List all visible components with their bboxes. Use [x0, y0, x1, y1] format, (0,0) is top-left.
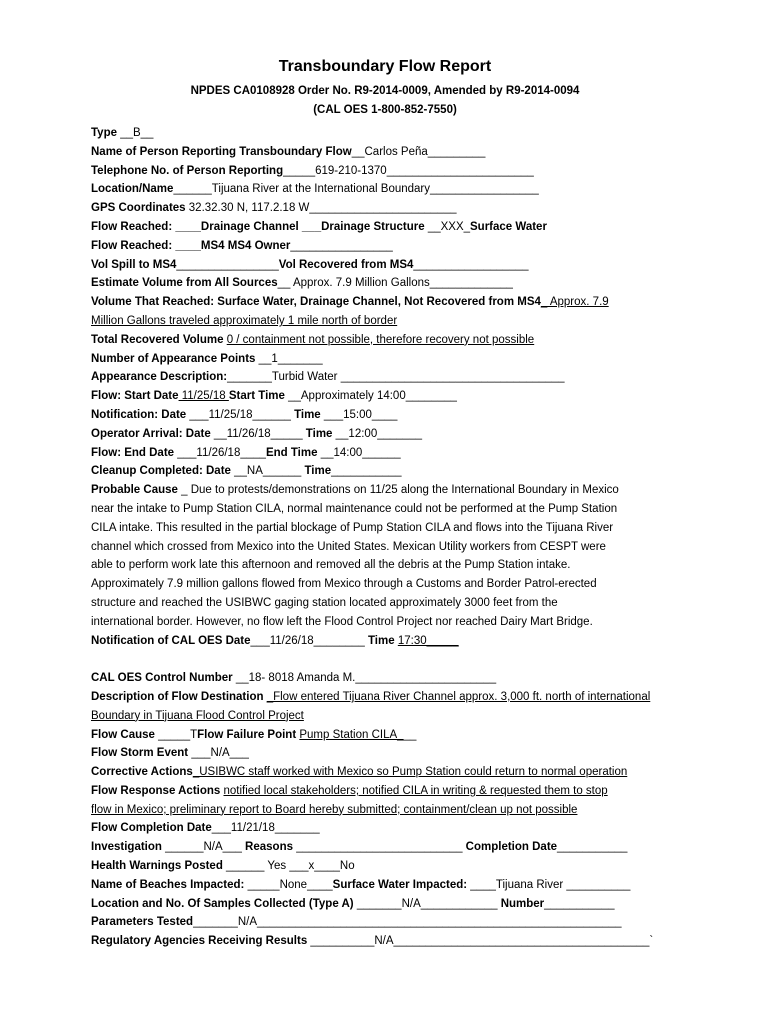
- recovered-value: 0 / containment not possible, therefore recovery not possible: [226, 333, 535, 346]
- health-warnings-value: ______ Yes ___x____No: [226, 860, 355, 873]
- control-number-label: CAL OES Control Number: [91, 672, 236, 685]
- volume-reached-row-2: [91, 312, 711, 331]
- recovered-row: [91, 331, 711, 350]
- type-label: Type: [91, 127, 121, 139]
- flow-end-time-value: __14:00______: [320, 446, 401, 459]
- flow-destination-row: [91, 688, 711, 707]
- operator-date-label: Operator Arrival: Date: [91, 427, 214, 440]
- phone-label: Telephone No. of Person Reporting: [91, 164, 284, 177]
- probable-cause-line-8: international border. However, no flow left the Flood Control Project nor reached Dairy Mart Bridge.: [91, 615, 593, 628]
- ms4-owner-value: ________________: [290, 239, 393, 252]
- estimate-value: __ Approx. 7.9 Million Gallons_____________: [277, 277, 513, 290]
- samples-number-label: Number: [500, 897, 545, 910]
- cal-oes-notification-date: ___11/26/18________: [250, 634, 365, 647]
- parameters-row: [91, 913, 711, 932]
- investigation-row: [91, 838, 711, 857]
- reporter-label: Name of Person Reporting Transboundary Flow: [91, 145, 352, 158]
- flow-destination-row-2: [91, 707, 711, 726]
- notification-date-value: ___11/25/18______: [189, 408, 291, 421]
- flow-failure-point-blank: __: [403, 728, 417, 741]
- probable-cause-line-6: Approximately 7.9 million gallons flowed from Mexico through a Customs and Border Patrol-erected: [91, 578, 597, 591]
- flow-destination-label: Description of Flow Destination: [91, 690, 267, 703]
- investigation-value: ______N/A___: [165, 841, 242, 854]
- surface-water-impacted-value: ____Tijuana River __________: [470, 878, 631, 891]
- samples-row: [91, 895, 711, 914]
- control-number-value: __18- 8018 Amanda M.______________________: [235, 672, 497, 685]
- storm-event-row: [91, 744, 711, 763]
- investigation-label: Investigation: [91, 841, 166, 854]
- notification-time-value: ___15:00____: [323, 408, 398, 421]
- response-actions-label: Flow Response Actions: [91, 784, 224, 797]
- cleanup-time-value: ___________: [331, 465, 402, 478]
- agencies-label: Regulatory Agencies Receiving Results: [91, 935, 311, 948]
- report-page: [91, 56, 711, 951]
- investigation-completion-label: Completion Date: [462, 841, 558, 854]
- storm-event-label: Flow Storm Event: [91, 747, 192, 760]
- probable-cause-line-3: CILA intake. This resulted in the partial blockage of Pump Station CILA and flows into the Tijuana River: [91, 521, 614, 534]
- vol-recovered-label: Vol Recovered from MS4: [278, 258, 414, 271]
- gps-row: [91, 199, 711, 218]
- cleanup-date-value: __NA______: [234, 465, 302, 478]
- flow-reached-2-row: [91, 237, 711, 256]
- flow-reached-1-row: [91, 218, 711, 237]
- parameters-value: _______N/A_________________________________________________________: [193, 916, 622, 929]
- vol-spill-row: [91, 256, 711, 275]
- probable-cause-line-4: channel which crossed from Mexico into the United States. Mexican Utility workers from CESPT were: [91, 540, 606, 553]
- flow-cause-value: _____T: [158, 728, 198, 741]
- health-warnings-label: Health Warnings Posted: [91, 860, 227, 873]
- operator-time-value: __12:00_______: [335, 427, 422, 440]
- reporter-value: __Carlos Peña_________: [351, 145, 486, 158]
- probable-cause-line-1: _ Due to protests/demonstrations on 11/25 along the International Boundary in Mexico: [177, 484, 619, 497]
- volume-reached-value: _ Approx. 7.9: [540, 296, 609, 309]
- flow-reached-2-label: Flow Reached: ____MS4 MS4 Owner: [91, 239, 291, 252]
- flow-end-date-label: Flow: End Date: [91, 446, 178, 459]
- phone-value: _____619-210-1370_______________________: [283, 164, 534, 177]
- flow-start-time-label: Start Time: [228, 390, 289, 403]
- response-actions-row: [91, 782, 711, 801]
- samples-value: _______N/A____________: [356, 897, 501, 910]
- response-actions-value: notified local stakeholders; notified CILA in writing & requested them to stop: [223, 784, 608, 797]
- flow-end-time-label: End Time: [265, 446, 321, 459]
- gps-value: 32.32.30 N, 117.2.18 W_______________________: [188, 202, 457, 215]
- corrective-actions-value: _USIBWC staff worked with Mexico so Pump Station could return to normal operation: [192, 766, 628, 779]
- flow-start-time-value: __Approximately 14:00________: [288, 390, 457, 403]
- gps-label: GPS Coordinates: [91, 202, 189, 215]
- flow-start-date-label: Flow: Start Date: [91, 390, 179, 403]
- flow-failure-point-value: Pump Station CILA_: [299, 728, 404, 741]
- report-subtitle: NPDES CA0108928 Order No. R9-2014-0009, Amended by R9-2014-0094: [190, 85, 580, 97]
- cal-oes-notification-row: [91, 632, 711, 651]
- flow-destination-value: _Flow entered Tijuana River Channel approx. 3,000 ft. north of international: [266, 690, 651, 703]
- surface-water-impacted-label: Surface Water Impacted:: [332, 878, 471, 891]
- agencies-row: [91, 932, 711, 951]
- flow-reached-1-label: Flow Reached: ____Drainage Channel ___Drainage Structure: [91, 220, 428, 233]
- probable-cause-row: [91, 481, 711, 500]
- reasons-value: __________________________: [296, 841, 463, 854]
- cal-oes-notification-label: Notification of CAL OES Date: [91, 634, 251, 647]
- vol-spill-value: ________________: [176, 258, 279, 271]
- operator-arrival-row: [91, 425, 711, 444]
- response-actions-row-2: [91, 801, 711, 820]
- samples-label: Location and No. Of Samples Collected (Type A): [91, 897, 357, 910]
- volume-reached-row: [91, 293, 711, 312]
- appearance-points-row: [91, 350, 711, 369]
- completion-date-label: Flow Completion Date: [91, 822, 212, 835]
- location-row: [91, 180, 711, 199]
- beaches-row: [91, 876, 711, 895]
- notification-row: [91, 406, 711, 425]
- flow-reached-1-value: __XXX_: [427, 220, 471, 233]
- operator-time-label: Time: [302, 427, 336, 440]
- cal-oes-notification-time-label: Time: [364, 634, 398, 647]
- appearance-desc-row: [91, 368, 711, 387]
- probable-cause-line-7: structure and reached the USIBWC gaging station located approximately 3000 feet from the: [91, 596, 558, 609]
- cal-oes-phone: (CAL OES 1-800-852-7550): [313, 104, 457, 116]
- corrective-actions-row: [91, 763, 711, 782]
- appearance-points-label: Number of Appearance Points: [91, 352, 259, 365]
- estimate-label: Estimate Volume from All Sources: [91, 277, 278, 290]
- flow-start-date-value: 11/25/18: [178, 390, 229, 403]
- reporter-row: [91, 143, 711, 162]
- flow-end-date-value: ___11/26/18____: [177, 446, 266, 459]
- cleanup-row: [91, 462, 711, 481]
- vol-spill-label: Vol Spill to MS4: [91, 258, 177, 271]
- flow-start-row: [91, 387, 711, 406]
- flow-cause-row: [91, 726, 711, 745]
- location-label: Location/Name: [91, 183, 174, 196]
- probable-cause-line-5: able to perform work late this afternoon and removed all the debris at the Pump Station intake.: [91, 559, 571, 572]
- beaches-value: _____None____: [247, 878, 333, 891]
- operator-date-value: __11/26/18_____: [213, 427, 303, 440]
- surface-water-label: Surface Water: [470, 220, 547, 233]
- completion-date-value: ___11/21/18_______: [211, 822, 320, 835]
- storm-event-value: ___N/A___: [191, 747, 249, 760]
- appearance-desc-label: Appearance Description:: [91, 371, 228, 384]
- probable-cause-label: Probable Cause: [91, 484, 178, 497]
- phone-row: [91, 162, 711, 181]
- volume-reached-value-2: Million Gallons traveled approximately 1 mile north of border: [91, 314, 398, 327]
- agencies-value: __________N/A________________________________________`: [310, 935, 654, 948]
- recovered-label: Total Recovered Volume: [91, 333, 227, 346]
- notification-time-label: Time: [290, 408, 324, 421]
- control-number-row: [91, 669, 711, 688]
- probable-cause-line-2: near the intake to Pump Station CILA, normal maintenance could not be performed at the Pump Station: [91, 502, 618, 515]
- response-actions-value-2: flow in Mexico; preliminary report to Board hereby submitted; containment/clean up not possible: [91, 803, 578, 816]
- cleanup-date-label: Cleanup Completed: Date: [91, 465, 235, 478]
- flow-cause-label: Flow Cause: [91, 728, 159, 741]
- corrective-actions-label: Corrective Actions: [91, 766, 193, 779]
- estimate-row: [91, 274, 711, 293]
- parameters-label: Parameters Tested: [91, 916, 194, 929]
- beaches-label: Name of Beaches Impacted:: [91, 878, 248, 891]
- report-title: Transboundary Flow Report: [278, 58, 492, 75]
- cleanup-time-label: Time: [301, 465, 332, 478]
- type-row: [91, 124, 711, 143]
- health-warnings-row: [91, 857, 711, 876]
- type-value: __B__: [120, 127, 154, 139]
- vol-recovered-value: __________________: [413, 258, 529, 271]
- location-value: ______Tijuana River at the International Boundary_________________: [173, 183, 539, 196]
- completion-date-row: [91, 819, 711, 838]
- investigation-completion-value: ___________: [557, 841, 628, 854]
- volume-reached-label: Volume That Reached: Surface Water, Drainage Channel, Not Recovered from MS4: [91, 296, 541, 309]
- notification-date-label: Notification: Date: [91, 408, 190, 421]
- appearance-desc-value: _______Turbid Water ___________________________________: [227, 371, 565, 384]
- flow-end-row: [91, 444, 711, 463]
- flow-destination-value-2: Boundary in Tijuana Flood Control Project: [91, 709, 304, 722]
- cal-oes-notification-time: 17:30_____: [397, 634, 459, 647]
- reasons-label: Reasons: [241, 841, 297, 854]
- flow-failure-point-label: Flow Failure Point: [197, 728, 300, 741]
- samples-number-value: ___________: [544, 897, 615, 910]
- appearance-points-value: __1_______: [258, 352, 323, 365]
